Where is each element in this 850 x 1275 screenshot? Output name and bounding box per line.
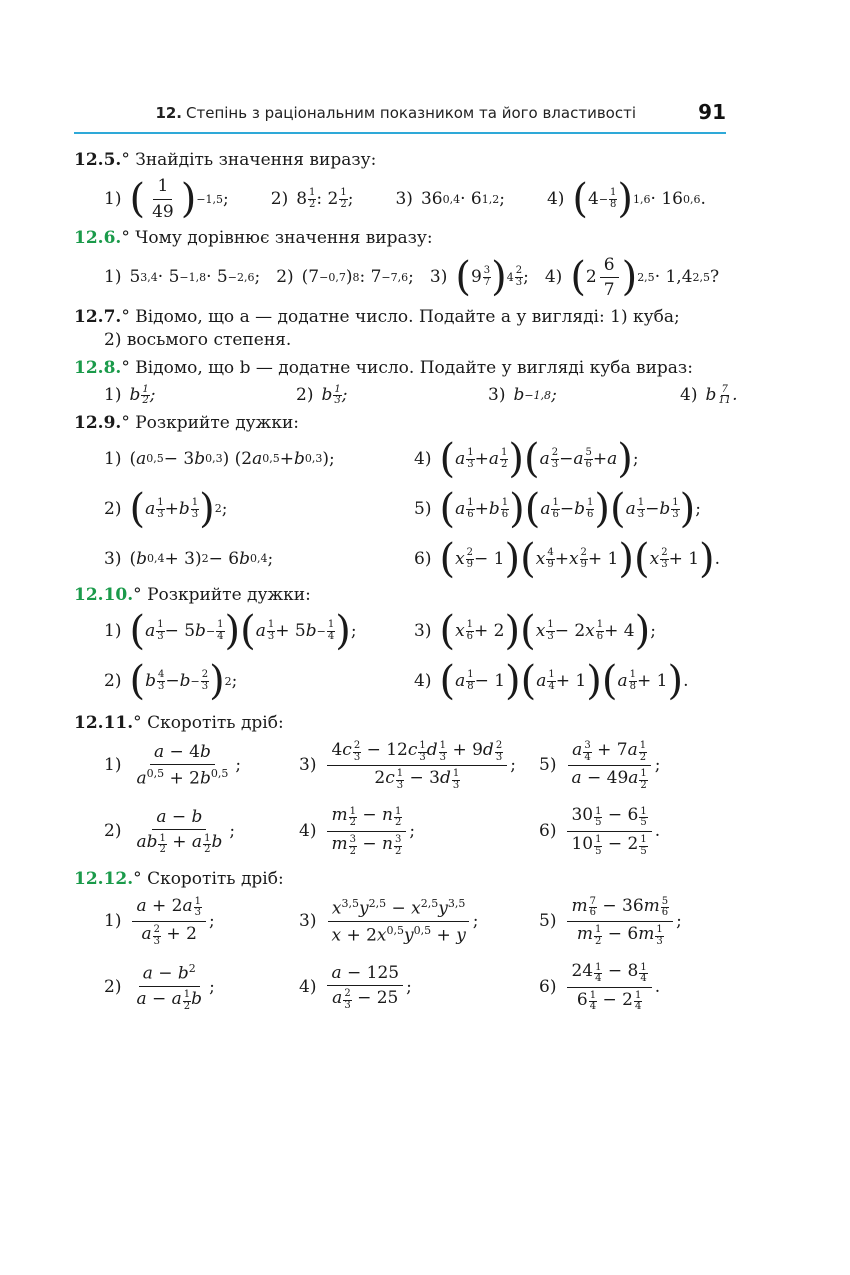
expression-grid: [104, 740, 734, 857]
problem-12-8: 12.8.° Відомо, що b — додатне число. Подайте у вигляді куба вираз: 1) b 1 2 ; 2) b 1 3 ; 3) b −1,8 ; 4) b 7 11 .: [74, 358, 738, 407]
expr-item: 6) ( x 2 9 − 1 )( x 4 9 + x 2 9 + 1 )( x 2 3 + 1 ) .: [414, 536, 721, 582]
problem-number: 12.12.: [74, 869, 134, 890]
page-header: [74, 96, 726, 134]
problem-12-11: 12.11.° Скоротіть дріб: 1) $\frac{a - 4b}{a^{0,5} + 2b^{0,5}}$ ; 3) 4c $\frac{2}{3}$ − 12c $\frac{1}{3}$ d $\frac{1}{3}$ + 9d $\frac{2}{3}$ 2c $\frac{1}{3}$ − 3d $\frac{1}{3}$ ; 5) a $\frac{3}{4}$ + 7a $\frac{1}{2}$ a − 49a $\frac{1}{2}$ ; 2) a − b ab $\frac{1}{2}$ + a $\frac{1}{2}$ b ; 4) m $\frac{1}{2}$ − n $\frac{1}{2}$ m $\frac{3}{2}$ − n $\frac{3}{2}$ ; 6) 30 $\frac{1}{5}$ − 6 $\frac{1}{5}$ 10 $\frac{1}{5}$ − 2 $\frac{1}{5}$ .: [74, 713, 734, 857]
expr-item: 2) b 1 3 ;: [296, 383, 348, 407]
problem-number: 12.5.: [74, 150, 122, 170]
expr-item: 2) (7 −0,7 ) 8 : 7 −7,6 ;: [276, 267, 414, 288]
problem-title: Розкрийте дужки:: [135, 412, 300, 433]
expr-item: 4) m $\frac{1}{2}$ − n $\frac{1}{2}$ m $\frac{3}{2}$ − n $\frac{3}{2}$ ;: [299, 805, 416, 857]
expr-item: 2) ( b 4 3 − b − $\frac{2}{3}$ ) 2 ;: [104, 658, 238, 705]
expr-item: 4) ( 4 − $\frac{1}{8}$ ) 1,6 · 16 0,6 .: [546, 176, 706, 223]
problem-number: 12.8.: [74, 358, 122, 379]
expression-grid: [104, 608, 734, 705]
problem-title: Знайдіть значення виразу:: [135, 150, 377, 170]
chapter-heading: [155, 104, 636, 122]
expr-item: 3) $\frac{x^{3,5}y^{2,5} - x^{2,5}y^{3,5}}{x + 2x^{0,5}y^{0,5} + y}$ ;: [299, 896, 479, 946]
problem-12-5: 12.5.° Знайдіть значення виразу: 1) ( $\frac{1}{49}$ ) −1,5 ; 2) 8 1 2 : 2 1 2 ; 3) 36 0,4 · 6 1,2 ; 4) ( 4 − $\frac{1}{8}$ ) 1,6 · 16 0,6 .: [74, 150, 734, 222]
problem-number: 12.9.: [74, 412, 122, 433]
expr-item: 4) a − 125 a $\frac{2}{3}$ − 25 ;: [299, 962, 412, 1011]
expr-item: 1) b 1 2 ;: [104, 383, 156, 407]
expr-item: 2) a − b ab $\frac{1}{2}$ + a $\frac{1}{2}$ b ;: [104, 806, 236, 856]
expr-item: 3) ( x 1 6 + 2 )( x 1 3 − 2 x 1 6 + 4 ) ;: [414, 608, 656, 655]
expression-row: [104, 176, 734, 222]
chapter-number: 12.: [155, 104, 183, 122]
problem-text-cont: 2) восьмого степеня.: [104, 330, 292, 351]
page-number: 91: [698, 100, 726, 124]
problem-title: Відомо, що b — додатне число. Подайте у вигляді куба вираз:: [135, 358, 693, 379]
expr-item: 6) 30 $\frac{1}{5}$ − 6 $\frac{1}{5}$ 10 $\frac{1}{5}$ − 2 $\frac{1}{5}$ .: [539, 805, 661, 857]
expr-item: 3) 36 0,4 · 6 1,2 ;: [395, 189, 505, 210]
expr-item: 1) ( a 0,5 − 3 b 0,3 ) (2 a 0,5 + b 0,3 );: [104, 448, 335, 469]
expr-item: 5) ( a 1 6 + b 1 6 )( a 1 6 − b 1 6 )( a 1 3 − b 1 3 ) ;: [414, 486, 701, 532]
expr-item: 2) $a - b^2$ a − a $\frac{1}{2}$ b ;: [104, 961, 215, 1012]
expr-item: 1) ( $\frac{1}{49}$ ) −1,5 ;: [104, 176, 229, 223]
expr-item: 1) ( a 1 3 − 5 b − $\frac{1}{4}$ )( a 1 3 + 5 b − $\frac{1}{4}$ ) ;: [104, 608, 357, 655]
expr-item: 1) a + 2a $\frac{1}{3}$ a $\frac{2}{3}$ + 2 ;: [104, 895, 215, 947]
expr-item: 3) ( 9 3 7 ) 4 2 3 ;: [429, 254, 529, 301]
expr-item: 1) 5 3,4 · 5 −1,8 · 5 −2,6 ;: [104, 267, 261, 288]
page-content: [74, 150, 738, 1013]
problem-12-6: 12.6.° Чому дорівнює значення виразу: 1) 5 3,4 · 5 −1,8 · 5 −2,6 ; 2) (7 −0,7 ) 8 : 7 −7,6 ; 3) ( 9 3 7 ) 4 2 3 ; 4) ( 2 $\frac{6}{7}$ ) 2,5 · 1,4 2,5 ?: [74, 228, 734, 300]
problem-12-9: 12.9.° Розкрийте дужки: 1) ( a 0,5 − 3 b 0,3 ) (2 a 0,5 + b 0,3 ); 4) ( a 1 3 + a 1 2 )( a 2 3 − a 5 6 + a ) ; 2) ( a 1 3 + b 1 3 ) 2 ; 5) ( a 1 6 + b 1 6 )( a 1 6 − b 1 6 )( a 1 3 − b 1 3 ) ; 3) ( b 0,4 + 3) 2 − 6 b 0,4 ; 6) ( x 2 9 − 1 )( x 4 9 + x 2 9 + 1 )( x 2 3 + 1 ) .: [74, 413, 734, 579]
problem-number: 12.7.: [74, 307, 122, 328]
problem-title: Розкрийте дужки:: [147, 585, 311, 605]
problem-number: 12.6.: [74, 228, 122, 249]
expr-item: 4) ( a 1 3 + a 1 2 )( a 2 3 − a 5 6 + a ) ;: [414, 436, 639, 482]
expression-grid: [104, 896, 734, 1013]
chapter-title: Степінь з раціональним показником та його властивості: [186, 104, 636, 122]
expr-item: 6) 24 $\frac{1}{4}$ − 8 $\frac{1}{4}$ 6 $\frac{1}{4}$ − 2 $\frac{1}{4}$ .: [539, 961, 661, 1013]
problem-title: Скоротіть дріб:: [147, 713, 284, 734]
problem-12-10: 12.10.° Розкрийте дужки: 1) ( a 1 3 − 5 b − $\frac{1}{4}$ )( a 1 3 + 5 b − $\frac{1}{4}$ ) ; 3) ( x 1 6 + 2 )( x 1 3 − 2 x 1 6 + 4 ) ; 2) ( b 4 3 − b − $\frac{2}{3}$ ) 2 ; 4) ( a 1 8 − 1 )( a 1 4 + 1 )( a 1 8 + 1 ) .: [74, 585, 734, 701]
problem-number: 12.10.: [74, 585, 134, 605]
expr-item: 3) 4c $\frac{2}{3}$ − 12c $\frac{1}{3}$ d $\frac{1}{3}$ + 9d $\frac{2}{3}$ 2c $\frac{1}{3}$ − 3d $\frac{1}{3}$ ;: [299, 739, 516, 791]
expr-item: 1) $\frac{a - 4b}{a^{0,5} + 2b^{0,5}}$ ;: [104, 741, 242, 789]
expr-item: 2) ( a 1 3 + b 1 3 ) 2 ;: [104, 486, 228, 532]
expr-item: 4) ( 2 $\frac{6}{7}$ ) 2,5 · 1,4 2,5 ?: [544, 254, 720, 301]
expr-item: 2) 8 1 2 : 2 1 2 ;: [270, 187, 354, 210]
problem-number: 12.11.: [74, 713, 134, 734]
problem-title: Скоротіть дріб:: [147, 869, 284, 890]
expr-item: 5) a $\frac{3}{4}$ + 7a $\frac{1}{2}$ a − 49a $\frac{1}{2}$ ;: [539, 739, 661, 791]
problem-12-12: 12.12.° Скоротіть дріб: 1) a + 2a $\frac{1}{3}$ a $\frac{2}{3}$ + 2 ; 3) $\frac{x^{3,5}y^{2,5} - x^{2,5}y^{3,5}}{x + 2x^{0,5}y^{0,5} + y}$ ; 5) m $\frac{7}{6}$ − 36m $\frac{5}{6}$ m $\frac{1}{2}$ − 6m $\frac{1}{3}$ ; 2) $a - b^2$ a − a $\frac{1}{2}$ b ; 4) a − 125 a $\frac{2}{3}$ − 25 ; 6) 24 $\frac{1}{4}$ − 8 $\frac{1}{4}$ 6 $\frac{1}{4}$ − 2 $\frac{1}{4}$ .: [74, 869, 734, 1013]
expression-row: [104, 255, 734, 301]
problem-text: Відомо, що a — додатне число. Подайте a у вигляді: 1) куба;: [135, 307, 680, 328]
problem-12-7: 12.7.° Відомо, що a — додатне число. Подайте a у вигляді: 1) куба; 2) восьмого степеня.: [74, 306, 734, 352]
problem-title: Чому дорівнює значення виразу:: [135, 228, 433, 249]
expr-item: 5) m $\frac{7}{6}$ − 36m $\frac{5}{6}$ m $\frac{1}{2}$ − 6m $\frac{1}{3}$ ;: [539, 895, 682, 947]
expr-item: 3) ( b 0,4 + 3) 2 − 6 b 0,4 ;: [104, 548, 274, 569]
expr-item: 4) ( a 1 8 − 1 )( a 1 4 + 1 )( a 1 8 + 1 ) .: [414, 658, 689, 705]
expression-grid: [104, 436, 734, 582]
expression-row: [104, 383, 738, 407]
expr-item: 4) b 7 11 .: [680, 383, 738, 407]
expr-item: 3) b −1,8 ;: [488, 385, 557, 406]
